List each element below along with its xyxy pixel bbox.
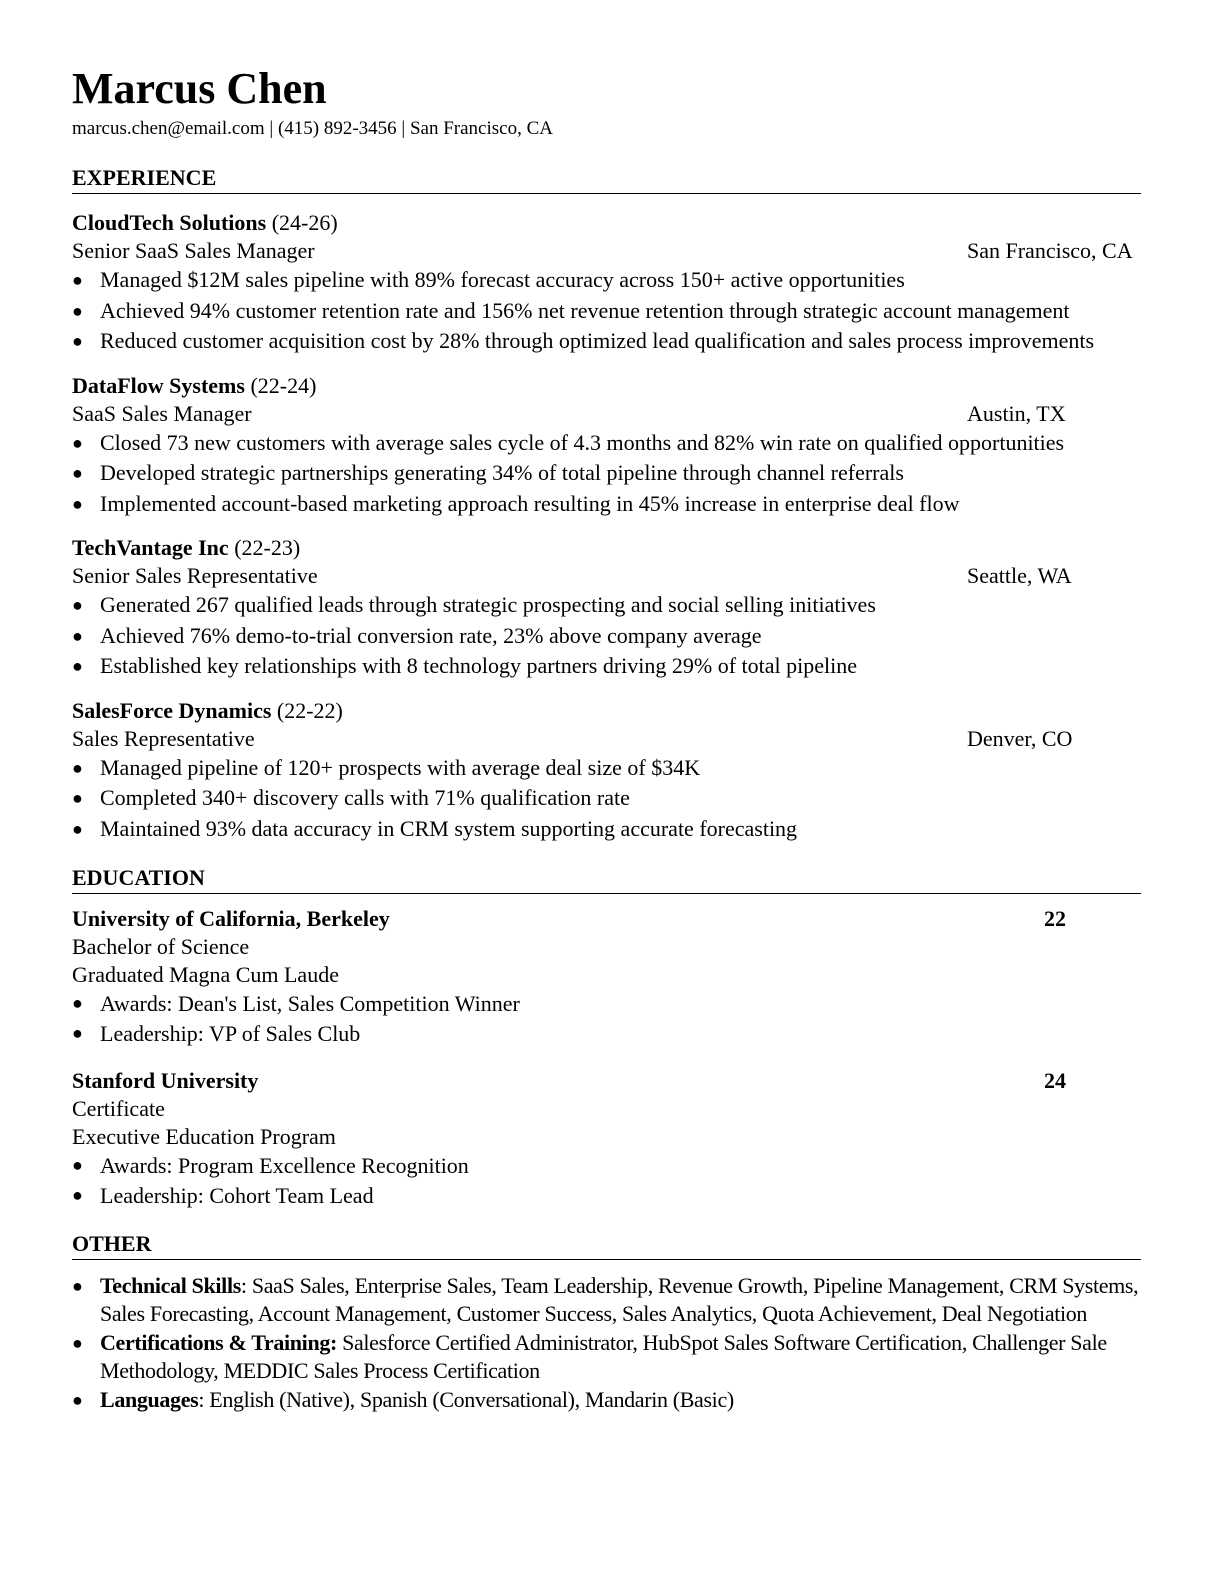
other-label: Certifications & Training:	[100, 1330, 337, 1355]
job-bullets	[72, 265, 1141, 357]
bullet-icon: ●	[72, 1155, 83, 1175]
contact-line: marcus.chen@email.com | (415) 892-3456 | San Francisco, CA	[72, 118, 553, 139]
list-item: ● Maintained 93% data accuracy in CRM system supporting accurate forecasting	[72, 814, 1141, 845]
bullet-icon: ●	[72, 818, 83, 839]
job-bullets	[72, 590, 1141, 682]
job-bullets	[72, 753, 1141, 845]
bullet-icon: ●	[72, 1390, 83, 1410]
education-entry	[72, 904, 1141, 1048]
school-name: Stanford University	[72, 1068, 259, 1093]
list-item: ● Completed 340+ discovery calls with 71% qualification rate	[72, 783, 1141, 814]
degree: Certificate	[72, 1096, 165, 1121]
candidate-name: Marcus Chen	[72, 64, 327, 113]
education-note: Executive Education Program	[72, 1124, 336, 1149]
other-label: Languages	[100, 1387, 199, 1412]
bullet-icon: ●	[72, 788, 83, 808]
list-item: ● Leadership: Cohort Team Lead	[72, 1181, 1141, 1211]
graduation-year: 22	[1044, 906, 1066, 931]
other-list	[72, 1272, 1141, 1414]
company-name: TechVantage Inc	[72, 535, 229, 560]
section-title-experience: EXPERIENCE	[72, 164, 1141, 194]
degree: Bachelor of Science	[72, 934, 250, 959]
list-item: ● Awards: Dean's List, Sales Competition Winner	[72, 989, 1141, 1019]
job-location: San Francisco, CA	[967, 238, 1133, 263]
list-item: ● Technical Skills: SaaS Sales, Enterprise Sales, Team Leadership, Revenue Growth, Pipeline Management, CRM Systems, Sales Forecasting, Account Management, Customer Success, Sales Analytics, Quota Achievement, Deal Negotiation	[72, 1273, 1139, 1326]
list-item: ● Established key relationships with 8 technology partners driving 29% of total pipeline	[72, 651, 1141, 682]
job-dates: (22-23)	[234, 535, 301, 560]
job-entry	[72, 533, 1141, 682]
bullet-icon: ●	[72, 625, 83, 646]
bullet-icon: ●	[72, 1276, 83, 1296]
job-location: Seattle, WA	[967, 563, 1072, 588]
job-entry	[72, 371, 1141, 520]
job-title: Senior Sales Representative	[72, 563, 318, 588]
list-item: ● Managed $12M sales pipeline with 89% forecast accuracy across 150+ active opportunities	[72, 265, 1141, 296]
list-item: ● Closed 73 new customers with average sales cycle of 4.3 months and 82% win rate on qualified opportunities	[72, 428, 1141, 459]
list-item: ● Achieved 76% demo-to-trial conversion rate, 23% above company average	[72, 621, 1141, 652]
section-title-education: EDUCATION	[72, 864, 1141, 894]
job-location: Denver, CO	[967, 725, 1073, 751]
bullet-icon: ●	[72, 1184, 83, 1205]
company-name: DataFlow Systems	[72, 372, 245, 398]
job-title: SaaS Sales Manager	[72, 400, 252, 426]
list-item: ● Implemented account-based marketing approach resulting in 45% increase in enterprise deal flow	[72, 489, 1141, 520]
list-item: ● Generated 267 qualified leads through strategic prospecting and social selling initiatives	[72, 590, 1141, 621]
education-bullets	[72, 1151, 1141, 1210]
section-title-other: OTHER	[72, 1230, 1141, 1260]
job-entry	[72, 696, 1141, 845]
bullet-icon: ●	[72, 595, 83, 615]
bullet-icon: ●	[72, 656, 83, 676]
job-dates: (22-22)	[276, 697, 343, 723]
job-entry	[72, 208, 1141, 357]
job-dates: (24-26)	[271, 210, 338, 235]
list-item: ● Reduced customer acquisition cost by 28% through optimized lead qualification and sales process improvements	[72, 326, 1141, 357]
job-bullets	[72, 428, 1141, 520]
company-name: CloudTech Solutions	[72, 210, 267, 235]
bullet-icon: ●	[72, 270, 83, 290]
job-title: Senior SaaS Sales Manager	[72, 238, 315, 263]
list-item: ● Leadership: VP of Sales Club	[72, 1019, 1141, 1049]
list-item: ● Awards: Program Excellence Recognition	[72, 1151, 1141, 1181]
bullet-icon: ●	[72, 993, 83, 1013]
list-item: ● Managed pipeline of 120+ prospects with average deal size of $34K	[72, 753, 1141, 784]
bullet-icon: ●	[72, 300, 83, 321]
job-dates: (22-24)	[250, 372, 317, 398]
company-name: SalesForce Dynamics	[72, 697, 272, 723]
bullet-icon: ●	[72, 493, 83, 514]
education-entry	[72, 1066, 1141, 1210]
job-title: Sales Representative	[72, 725, 255, 751]
graduation-year: 24	[1044, 1068, 1066, 1093]
list-item: ● Developed strategic partnerships generating 34% of total pipeline through channel referrals	[72, 458, 1141, 489]
list-item: ● Achieved 94% customer retention rate and 156% net revenue retention through strategic account management	[72, 296, 1141, 327]
bullet-icon: ●	[72, 757, 83, 778]
other-label: Technical Skills	[100, 1273, 241, 1298]
bullet-icon: ●	[72, 331, 83, 351]
bullet-icon: ●	[72, 463, 83, 483]
education-note: Graduated Magna Cum Laude	[72, 962, 339, 987]
bullet-icon: ●	[72, 1022, 83, 1043]
education-bullets	[72, 989, 1141, 1048]
bullet-icon: ●	[72, 1333, 83, 1353]
bullet-icon: ●	[72, 432, 83, 453]
job-location: Austin, TX	[967, 400, 1066, 426]
resume-page	[72, 62, 1141, 1414]
list-item: ● Languages: English (Native), Spanish (Conversational), Mandarin (Basic)	[72, 1387, 734, 1412]
school-name: University of California, Berkeley	[72, 906, 390, 931]
list-item: ● Certifications & Training: Salesforce Certified Administrator, HubSpot Sales Software Certification, Challenger Sale Methodology, MEDDIC Sales Process Certification	[72, 1330, 1107, 1383]
